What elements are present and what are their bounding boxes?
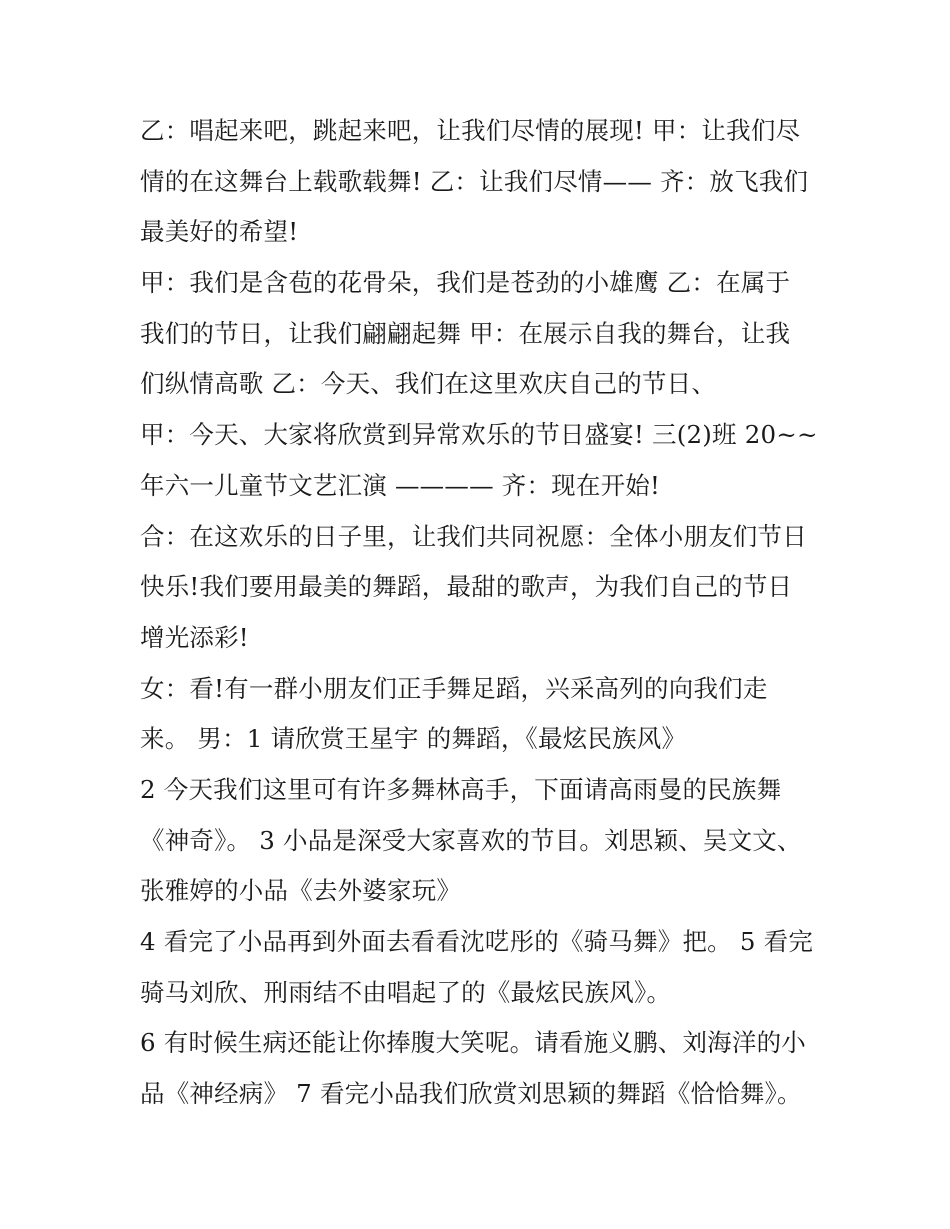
text-line-15: 《神奇》。 3 小品是深受大家喜欢的节目。刘思颖、吴文文、 (140, 825, 802, 855)
text-line-14: 2 今天我们这里可有许多舞林高手，下面请高雨曼的民族舞 (140, 774, 782, 804)
text-line-1: 乙：唱起来吧，跳起来吧，让我们尽情的展现! 甲：让我们尽 (140, 116, 801, 145)
text-line-2: 情的在这舞台上载歌载舞! 乙：让我们尽情—— 齐：放飞我们 (140, 166, 809, 196)
text-line-9: 合：在这欢乐的日子里，让我们共同祝愿：全体小朋友们节日 (140, 521, 807, 551)
text-line-20: 品《神经病》 7 看完小品我们欣赏刘思颖的舞蹈《恰恰舞》。 (140, 1079, 802, 1109)
text-line-18: 骑马刘欣、刑雨结不由唱起了的《最炫民族风》。 (140, 977, 672, 1007)
text-line-11: 增光添彩! (140, 622, 249, 652)
text-line-17: 4 看完了小品再到外面去看看沈呓彤的《骑马舞》把。 5 看完 (140, 927, 814, 956)
text-line-6: 们纵情高歌 乙：今天、我们在这里欢庆自己的节日、 (140, 369, 717, 399)
text-line-8: 年六一儿童节文艺汇演 ———— 齐：现在开始! (140, 470, 661, 500)
document-body (140, 106, 830, 1120)
text-line-5: 我们的节日，让我们翩翩起舞 甲：在展示自我的舞台，让我 (140, 318, 791, 348)
text-line-10: 快乐!我们要用最美的舞蹈，最甜的歌声，为我们自己的节日 (140, 572, 793, 602)
text-line-7: 甲：今天、大家将欣赏到异常欢乐的节日盛宴! 三(2)班 20~~ (140, 420, 818, 450)
text-line-16: 张雅婷的小品《去外婆家玩》 (140, 876, 462, 906)
text-line-4: 甲：我们是含苞的花骨朵，我们是苍劲的小雄鹰 乙：在属于 (140, 268, 791, 298)
text-line-3: 最美好的希望! (140, 217, 299, 247)
text-line-19: 6 有时候生病还能让你捧腹大笑呢。请看施义鹏、刘海洋的小 (140, 1028, 806, 1058)
text-line-13: 来。 男：1 请欣赏王星宇 的舞蹈，《最炫民族风》 (140, 724, 687, 754)
text-line-12: 女：看!有一群小朋友们正手舞足蹈，兴采高列的向我们走 (140, 673, 768, 703)
